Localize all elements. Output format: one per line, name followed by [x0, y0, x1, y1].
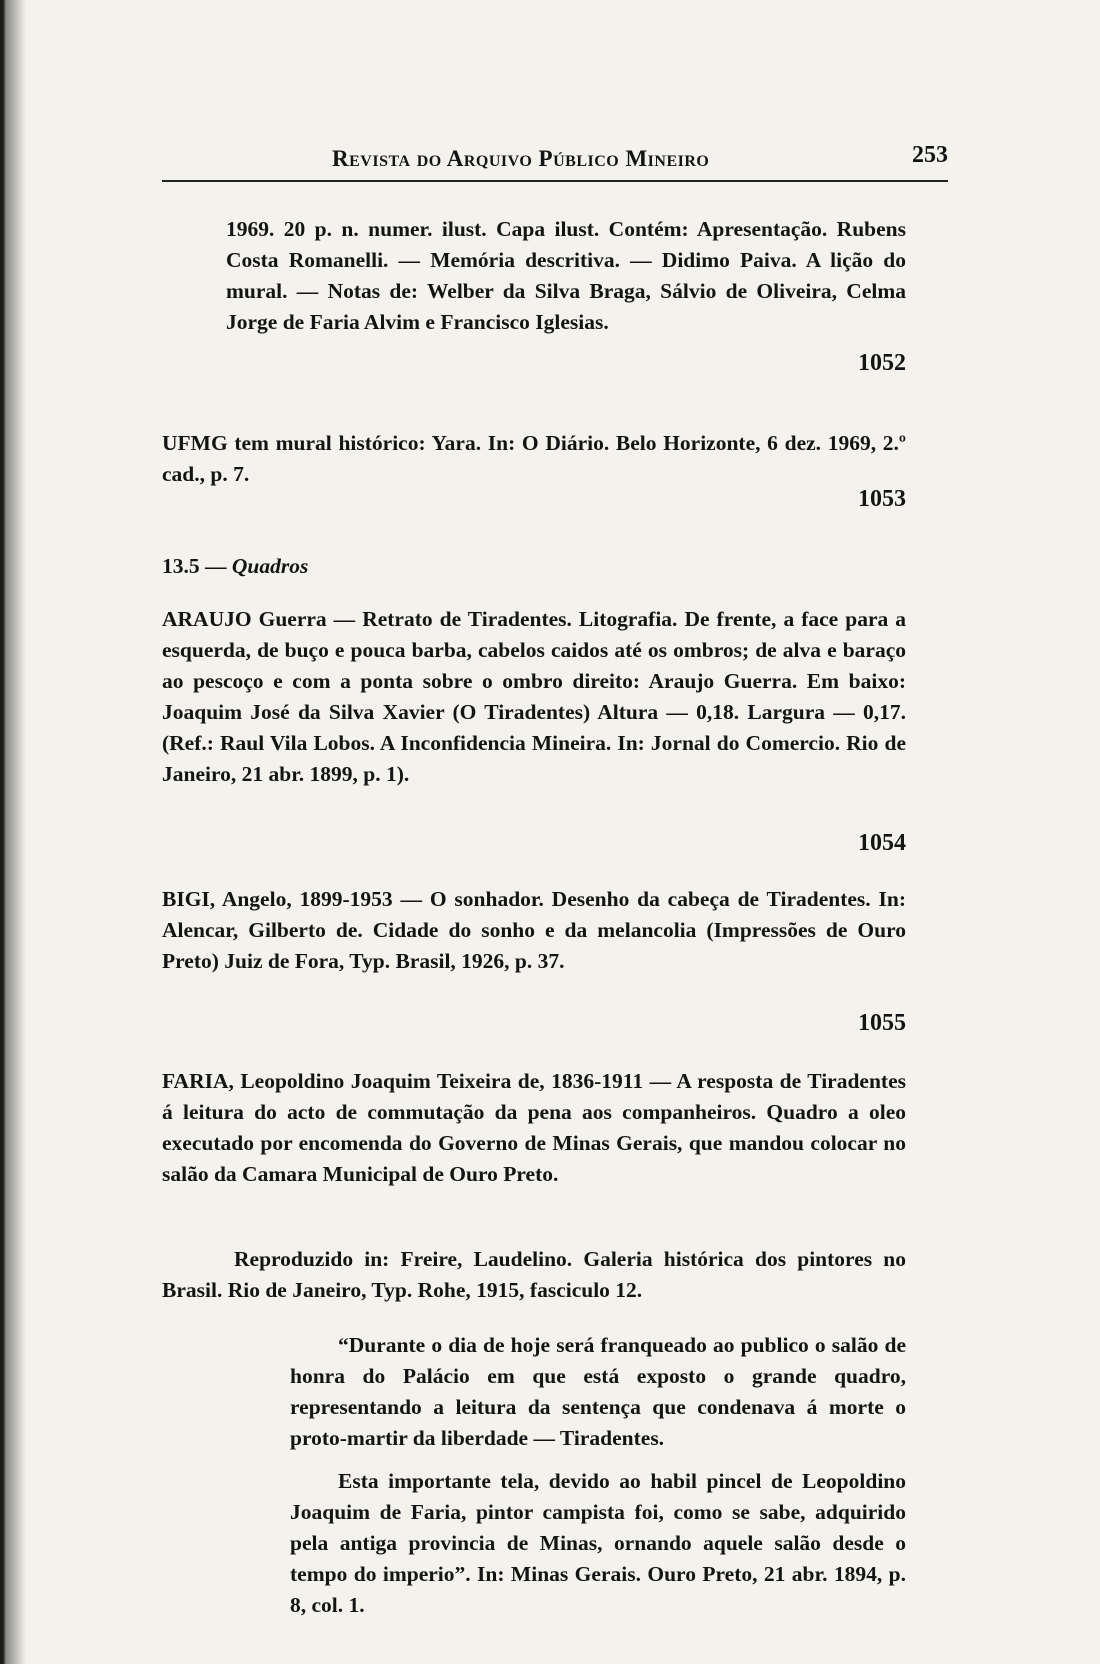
- entry-number: 1054: [858, 830, 906, 856]
- section-heading: [162, 554, 308, 579]
- entry-number: 1053: [858, 486, 906, 512]
- entry-number: 1052: [858, 350, 906, 376]
- reproduced-note: Reproduzido in: Freire, Laudelino. Galeria histórica dos pintores no Brasil. Rio de Janeiro, Typ. Rohe, 1915, fasciculo 12.: [162, 1247, 906, 1302]
- page-header: [162, 136, 948, 184]
- quote-paragraph: Esta importante tela, devido ao habil pincel de Leopoldino Joaquim de Faria, pintor campista foi, como se sabe, adquirido pela antiga provincia de Minas, ornando aquele salão desde o tempo do imperio”. In: Minas Gerais. Ouro Preto, 21 abr. 1894, p. 8, col. 1.: [290, 1469, 906, 1617]
- header-rule: [162, 180, 948, 182]
- entry-text: 1969. 20 p. n. numer. ilust. Capa ilust. Contém: Apresentação. Rubens Costa Romanelli. — Memória descritiva. — Didimo Paiva. A lição do mural. — Notas de: Welber da Silva Braga, Sálvio de Oliveira, Celma Jorge de Faria Alvim e Francisco Iglesias.: [226, 217, 906, 334]
- section-title: Quadros: [231, 554, 309, 578]
- entry-text: UFMG tem mural histórico: Yara. In: O Diário. Belo Horizonte, 6 dez. 1969, 2.º cad., p. 7.: [162, 431, 906, 486]
- entry-text: FARIA, Leopoldino Joaquim Teixeira de, 1836-1911 — A resposta de Tiradentes á leitura do acto de commutação da pena aos companheiros. Quadro a oleo executado por encomenda do Governo de Minas Gerais, que mandou colocar no salão da Camara Municipal de Ouro Preto.: [162, 1069, 906, 1186]
- entry-text: ARAUJO Guerra — Retrato de Tiradentes. Litografia. De frente, a face para a esquerda, de buço e pouca barba, cabelos caidos até os ombros; de alva e baraço ao pescoço e com a ponta sobre o ombro direito: Araujo Guerra. Em baixo: Joaquim José da Silva Xavier (O Tiradentes) Altura — 0,18. Largura — 0,17. (Ref.: Raul Vila Lobos. A Inconfidencia Mineira. In: Jornal do Comercio. Rio de Janeiro, 21 abr. 1899, p. 1).: [162, 607, 906, 786]
- page-number: 253: [912, 142, 948, 168]
- binding-shadow: [0, 0, 26, 1664]
- section-number: 13.5 —: [162, 554, 227, 578]
- entry-text: BIGI, Angelo, 1899-1953 — O sonhador. Desenho da cabeça de Tiradentes. In: Alencar, Gilberto de. Cidade do sonho e da melancolia (Impressões de Ouro Preto) Juiz de Fora, Typ. Brasil, 1926, p. 37.: [162, 887, 906, 973]
- entry-number: 1055: [858, 1010, 906, 1036]
- running-title: Revista do Arquivo Público Mineiro: [332, 146, 710, 171]
- quote-paragraph: “Durante o dia de hoje será franqueado ao publico o salão de honra do Palácio em que está exposto o grande quadro, representando a leitura da sentença que condenava á morte o proto-martir da liberdade — Tiradentes.: [290, 1333, 906, 1450]
